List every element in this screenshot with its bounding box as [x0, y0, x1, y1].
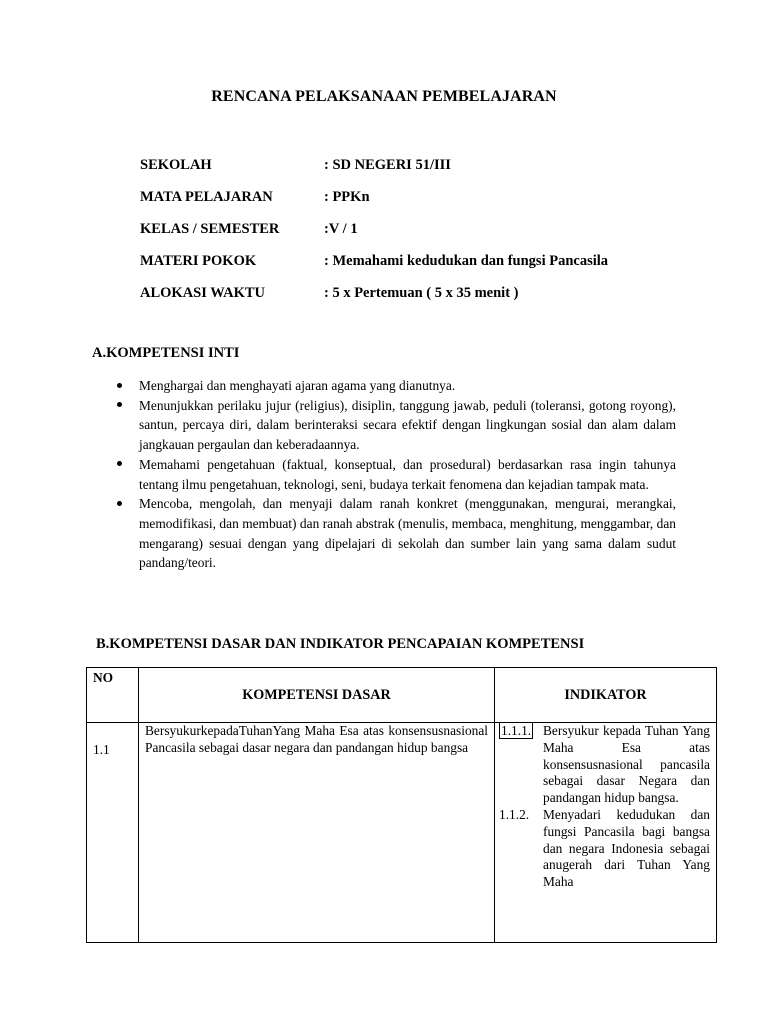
identity-value: : PPKn: [324, 189, 370, 205]
indikator-text: Bersyukur kepada Tuhan Yang Maha Esa atas konsensusnasional pancasila sebagai dasar Negara dan pandangan hidup bangsa.: [543, 723, 710, 806]
kompetensi-dasar-text: BersyukurkepadaTuhanYang Maha Esa atas konsensusnasional Pancasila sebagai dasar negara dan pandangan hidup bangsa: [139, 723, 495, 943]
identity-label: KELAS / SEMESTER: [140, 221, 280, 237]
list-item: Mencoba, mengolah, dan menyaji dalam ranah konkret (menggunakan, mengurai, merangkai, memodifikasi, dan membuat) dan ranah abstrak (menulis, membaca, menghitung, menggambar, dan mengarang) sesuai dengan yang dipelajari di sekolah dan sumber lain yang sama dalam sudut pandang/teori.: [114, 494, 676, 573]
identity-label: MATA PELAJARAN: [140, 189, 273, 205]
section-a-heading: A.KOMPETENSI INTI: [92, 345, 240, 361]
identity-value: : SD NEGERI 51/III: [324, 157, 451, 173]
identity-value: :V / 1: [324, 221, 358, 237]
identity-value: : Memahami kedudukan dan fungsi Pancasila: [324, 253, 609, 269]
page-title: RENCANA PELAKSANAAN PEMBELAJARAN: [211, 88, 557, 105]
identity-label: ALOKASI WAKTU: [140, 285, 266, 301]
indikator-item: [499, 723, 710, 807]
identity-label: MATERI POKOK: [140, 253, 257, 269]
identity-label: SEKOLAH: [140, 157, 212, 173]
indikator-item: [499, 807, 710, 891]
kompetensi-inti-list: [114, 376, 676, 573]
indikator-text: Menyadari kedudukan dan fungsi Pancasila bagi bangsa dan negara Indonesia sebagai anugerah dari Tuhan Yang Maha: [543, 806, 710, 890]
table-row: [87, 723, 717, 943]
kompetensi-dasar-table: [86, 667, 717, 943]
indikator-number: 1.1.1.: [501, 723, 532, 738]
row-number: 1.1: [87, 723, 139, 943]
header-no: NO: [87, 668, 139, 723]
list-item: Menunjukkan perilaku jujur (religius), disiplin, tanggung jawab, peduli (toleransi, gotong royong), santun, percaya diri, dalam berinteraksi secara efektif dengan lingkungan sosial dan alam dalam jangkauan pergaulan dan keberadaannya.: [114, 396, 676, 455]
header-indikator: INDIKATOR: [495, 668, 717, 723]
identity-value: : 5 x Pertemuan ( 5 x 35 menit ): [324, 285, 519, 301]
table-header-row: [87, 668, 717, 723]
indikator-cell: [495, 723, 717, 943]
list-item: Menghargai dan menghayati ajaran agama yang dianutnya.: [114, 376, 676, 396]
indikator-number: 1.1.2.: [499, 806, 530, 822]
section-b-heading: B.KOMPETENSI DASAR DAN INDIKATOR PENCAPAIAN KOMPETENSI: [96, 636, 585, 652]
header-kompetensi-dasar: KOMPETENSI DASAR: [139, 668, 495, 723]
list-item: Memahami pengetahuan (faktual, konseptual, dan prosedural) berdasarkan rasa ingin tahunya tentang ilmu pengetahuan, teknologi, seni, budaya terkait fenomena dan kejadian tampak mata.: [114, 455, 676, 494]
